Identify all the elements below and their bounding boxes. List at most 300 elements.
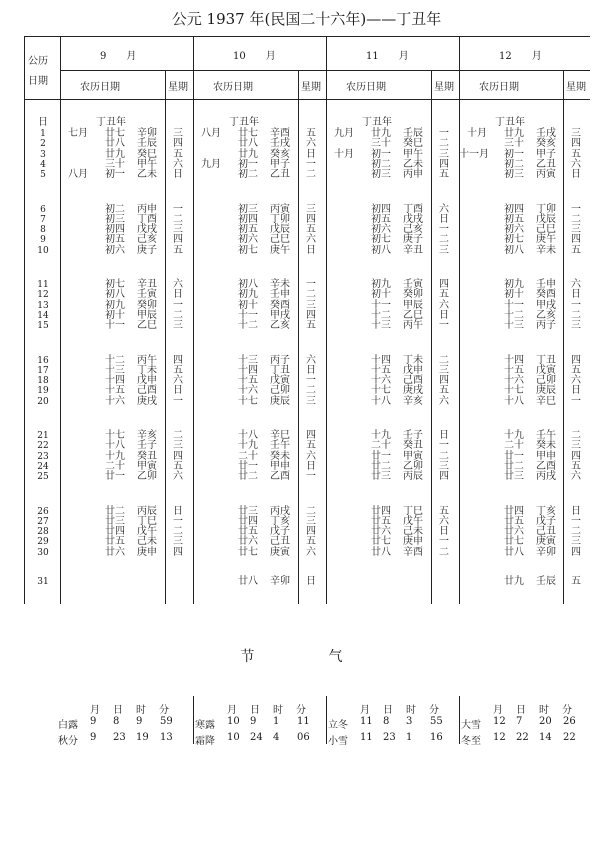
weekday: 日 — [439, 526, 449, 538]
ganzhi: 己巳 — [536, 224, 556, 236]
table-vline — [193, 36, 194, 604]
jieqi-day: 8 — [383, 716, 390, 727]
ganzhi: 庚子 — [403, 234, 423, 246]
ganzhi: 甲辰 — [403, 299, 423, 311]
ganzhi: 己巳 — [270, 234, 290, 246]
weekday: 四 — [306, 430, 316, 441]
ganzhi: 癸酉 — [270, 299, 290, 311]
ganzhi: 丁酉 — [403, 203, 423, 215]
table-vline — [60, 36, 61, 604]
ganzhi: 壬辰 — [137, 138, 157, 150]
table-vline — [326, 36, 327, 604]
ganzhi: 戊子 — [536, 515, 556, 527]
weekday: 六 — [439, 203, 449, 215]
day-number: 13 — [37, 300, 49, 311]
lunar-day: 廿二 — [504, 460, 524, 472]
lunar-day: 廿六 — [238, 536, 258, 548]
ganzhi: 壬子 — [137, 440, 157, 452]
lunar-day: 廿三 — [504, 471, 524, 483]
lunar-day: 廿三 — [238, 505, 258, 517]
weekday: 三 — [571, 224, 581, 236]
jieqi-month: 10 — [227, 732, 240, 743]
lunar-day: 廿一 — [238, 460, 258, 472]
gongli-label: 公历 — [28, 56, 48, 67]
ganzhi: 癸未 — [270, 450, 290, 462]
ganzhi: 丙辰 — [403, 471, 423, 483]
ganzhi: 癸丑 — [403, 440, 423, 452]
jieqi-col-header: 月 — [360, 705, 370, 716]
weekday: 四 — [306, 526, 316, 538]
table-vline — [24, 36, 25, 604]
jieqi-col-header: 月 — [493, 705, 503, 716]
lunar-day: 廿五 — [371, 515, 391, 527]
jieqi-title: 节 气 — [240, 649, 373, 665]
weekday: 六 — [571, 375, 581, 387]
jieqi-col-header: 分 — [562, 705, 572, 716]
ganzhi: 庚寅 — [270, 546, 290, 558]
day-number: 2 — [40, 139, 46, 150]
ganzhi: 辛卯 — [536, 546, 556, 558]
day-number: 12 — [37, 290, 49, 301]
lunar-day: 十三 — [105, 364, 125, 376]
lunar-month-label: 十月 — [334, 148, 354, 160]
ganzhi: 戊辰 — [270, 224, 290, 236]
day-number: 16 — [37, 355, 49, 366]
lunar-day: 十九 — [238, 440, 258, 452]
lunar-day: 三十 — [105, 158, 125, 170]
lunar-day: 初一 — [238, 158, 258, 170]
week-col-vline — [563, 70, 564, 604]
jieqi-minute: 16 — [430, 732, 443, 743]
lunar-day: 廿三 — [371, 471, 391, 483]
ganzhi: 壬寅 — [403, 279, 423, 290]
ganzhi: 庚午 — [536, 234, 556, 246]
weekday: 四 — [306, 309, 316, 321]
jieqi-hour: 9 — [136, 716, 143, 727]
weekday: 五 — [571, 148, 581, 160]
weekday: 三 — [571, 128, 581, 139]
weekday: 五 — [571, 460, 581, 472]
day-number: 29 — [37, 537, 49, 548]
xingqi-header: 星期 — [168, 82, 188, 93]
jieqi-hour: 20 — [539, 716, 552, 727]
lunar-day: 初五 — [504, 213, 524, 225]
week-col-vline — [165, 70, 166, 604]
day-number: 1 — [40, 129, 46, 139]
lunar-day: 十三 — [504, 320, 524, 332]
ganzhi: 辛丑 — [137, 279, 157, 290]
weekday: 五 — [306, 536, 316, 548]
weekday: 四 — [571, 138, 581, 150]
weekday: 三 — [306, 203, 316, 215]
nongli-header: 农历日期 — [479, 82, 519, 93]
weekday: 二 — [306, 169, 316, 181]
weekday: 一 — [571, 299, 581, 311]
weekday: 二 — [439, 450, 449, 462]
ganzhi: 己卯 — [270, 385, 290, 397]
lunar-day: 初九 — [504, 279, 524, 290]
jieqi-minute: 55 — [430, 716, 443, 727]
ganzhi: 丁丑 — [536, 354, 556, 366]
lunar-day: 廿四 — [105, 526, 125, 538]
weekday: 五 — [439, 169, 449, 181]
ganzhi: 辛酉 — [403, 546, 423, 558]
weekday: 二 — [173, 309, 183, 321]
lunar-day: 十七 — [105, 430, 125, 441]
ganzhi: 丙子 — [270, 354, 290, 366]
lunar-day: 十五 — [238, 375, 258, 387]
ganzhi: 辛卯 — [137, 128, 157, 139]
weekday: 日 — [173, 289, 183, 301]
lunar-day: 初二 — [238, 169, 258, 181]
weekday: 二 — [439, 354, 449, 366]
ganzhi: 丁卯 — [270, 213, 290, 225]
ganzhi: 辛巳 — [270, 430, 290, 441]
jieqi-month: 12 — [493, 716, 506, 727]
ganzhi: 壬午 — [270, 440, 290, 452]
weekday: 二 — [571, 309, 581, 321]
lunar-day: 初四 — [238, 213, 258, 225]
day-number: 19 — [37, 386, 49, 397]
weekday: 四 — [173, 546, 183, 558]
year-label: 丁丑年 — [96, 117, 126, 128]
weekday: 一 — [173, 299, 183, 311]
lunar-day: 廿四 — [238, 515, 258, 527]
ganzhi: 辛亥 — [403, 395, 423, 407]
lunar-day: 初七 — [105, 279, 125, 290]
lunar-day: 三十 — [371, 138, 391, 150]
ganzhi: 丁亥 — [536, 505, 556, 517]
weekday: 二 — [571, 430, 581, 441]
ganzhi: 辛未 — [536, 244, 556, 256]
table-top-rule — [24, 36, 590, 37]
ganzhi: 甲戌 — [536, 299, 556, 311]
ganzhi: 壬戌 — [270, 138, 290, 150]
lunar-day: 初六 — [238, 234, 258, 246]
year-label: 丁丑年 — [362, 117, 392, 128]
xingqi-header: 星期 — [566, 82, 586, 93]
weekday: 四 — [439, 158, 449, 170]
day-number: 21 — [37, 431, 49, 441]
weekday: 三 — [571, 440, 581, 452]
nongli-header: 农历日期 — [213, 82, 253, 93]
ganzhi: 壬申 — [536, 279, 556, 290]
jieqi-col-header: 日 — [383, 705, 393, 716]
weekday: 一 — [306, 375, 316, 387]
weekday: 二 — [306, 289, 316, 301]
ganzhi: 戊寅 — [536, 364, 556, 376]
lunar-day: 廿八 — [238, 138, 258, 150]
weekday: 四 — [439, 375, 449, 387]
day-col-label: 日 — [38, 117, 48, 128]
weekday: 一 — [306, 279, 316, 290]
jieqi-col-header: 月 — [90, 705, 100, 716]
header-mid-rule — [60, 70, 590, 71]
weekday: 一 — [571, 395, 581, 407]
day-number: 31 — [37, 577, 49, 587]
lunar-day: 初一 — [105, 169, 125, 181]
jieqi-name: 霜降 — [195, 736, 215, 747]
ganzhi: 癸亥 — [536, 138, 556, 150]
jieqi-minute: 22 — [563, 732, 576, 743]
lunar-day: 廿一 — [504, 450, 524, 462]
weekday: 三 — [439, 364, 449, 376]
jieqi-col-header: 分 — [296, 705, 306, 716]
lunar-day: 初十 — [504, 289, 524, 301]
lunar-day: 初二 — [504, 158, 524, 170]
weekday: 日 — [173, 505, 183, 517]
jieqi-name: 小雪 — [328, 736, 348, 747]
weekday: 五 — [306, 128, 316, 139]
jieqi-col-header: 分 — [159, 705, 169, 716]
weekday: 日 — [306, 576, 316, 587]
lunar-day: 十九 — [504, 430, 524, 441]
day-number: 9 — [40, 235, 46, 246]
day-number: 10 — [37, 245, 49, 256]
lunar-day: 十六 — [371, 375, 391, 387]
lunar-day: 初三 — [105, 213, 125, 225]
ganzhi: 丁酉 — [137, 213, 157, 225]
ganzhi: 戊戌 — [403, 213, 423, 225]
ganzhi: 己亥 — [403, 224, 423, 236]
lunar-day: 廿二 — [238, 471, 258, 483]
ganzhi: 庚申 — [137, 546, 157, 558]
ganzhi: 壬申 — [270, 289, 290, 301]
day-number: 22 — [37, 441, 49, 452]
ganzhi: 庚午 — [270, 244, 290, 256]
lunar-day: 廿一 — [371, 450, 391, 462]
lunar-day: 廿六 — [371, 526, 391, 538]
lunar-day: 十四 — [238, 364, 258, 376]
ganzhi: 乙酉 — [536, 460, 556, 472]
lunar-day: 初九 — [238, 289, 258, 301]
ganzhi: 壬辰 — [403, 128, 423, 139]
jieqi-vline — [459, 696, 460, 744]
day-number: 24 — [37, 461, 49, 472]
weekday: 六 — [439, 395, 449, 407]
table-vline — [459, 36, 460, 604]
jieqi-vline — [326, 696, 327, 744]
weekday: 三 — [173, 224, 183, 236]
lunar-day: 二十 — [371, 440, 391, 452]
lunar-day: 十四 — [504, 354, 524, 366]
ganzhi: 庚寅 — [536, 536, 556, 548]
lunar-day: 廿九 — [371, 128, 391, 139]
lunar-day: 十九 — [371, 430, 391, 441]
day-number: 15 — [37, 321, 49, 332]
ganzhi: 甲寅 — [137, 460, 157, 472]
ganzhi: 乙丑 — [536, 158, 556, 170]
lunar-day: 二十 — [105, 460, 125, 472]
jieqi-name: 白露 — [58, 720, 78, 731]
ganzhi: 乙卯 — [403, 460, 423, 472]
ganzhi: 己未 — [403, 526, 423, 538]
jieqi-day: 23 — [113, 732, 126, 743]
jieqi-col-header: 时 — [273, 705, 283, 716]
lunar-day: 廿五 — [105, 536, 125, 548]
weekday: 三 — [571, 536, 581, 548]
weekday: 三 — [439, 460, 449, 472]
week-col-vline — [298, 70, 299, 604]
day-number: 27 — [37, 516, 49, 527]
lunar-day: 十八 — [238, 430, 258, 441]
lunar-day: 廿七 — [504, 536, 524, 548]
lunar-day: 十四 — [371, 354, 391, 366]
ganzhi: 癸卯 — [403, 289, 423, 301]
jieqi-day: 22 — [516, 732, 529, 743]
weekday: 二 — [306, 505, 316, 517]
ganzhi: 己卯 — [536, 375, 556, 387]
jieqi-hour: 19 — [136, 732, 149, 743]
ganzhi: 壬戌 — [536, 128, 556, 139]
weekday: 六 — [173, 375, 183, 387]
weekday: 六 — [306, 546, 316, 558]
lunar-day: 十二 — [238, 320, 258, 332]
jieqi-col-header: 时 — [136, 705, 146, 716]
weekday: 五 — [306, 224, 316, 236]
ganzhi: 乙酉 — [270, 471, 290, 483]
ganzhi: 戊午 — [137, 526, 157, 538]
weekday: 四 — [173, 354, 183, 366]
jieqi-day: 23 — [383, 732, 396, 743]
jieqi-day: 7 — [516, 716, 523, 727]
lunar-day: 廿二 — [371, 460, 391, 472]
ganzhi: 癸巳 — [137, 148, 157, 160]
weekday: 日 — [571, 385, 581, 397]
lunar-day: 初六 — [105, 244, 125, 256]
lunar-day: 廿七 — [238, 546, 258, 558]
lunar-day: 十八 — [504, 395, 524, 407]
page-title: 公元 1937 年(民国二十六年)——丁丑年 — [171, 10, 442, 28]
weekday: 五 — [571, 244, 581, 256]
weekday: 六 — [306, 234, 316, 246]
ganzhi: 辛丑 — [403, 244, 423, 256]
jieqi-month: 10 — [227, 716, 240, 727]
lunar-day: 廿八 — [371, 546, 391, 558]
ganzhi: 己丑 — [536, 526, 556, 538]
weekday: 五 — [173, 244, 183, 256]
day-number: 17 — [37, 365, 49, 376]
ganzhi: 辛未 — [270, 279, 290, 290]
lunar-day: 初十 — [238, 299, 258, 311]
nongli-header: 农历日期 — [80, 82, 120, 93]
weekday: 五 — [173, 148, 183, 160]
lunar-day: 廿七 — [238, 128, 258, 139]
weekday: 日 — [306, 364, 316, 376]
day-number: 30 — [37, 547, 49, 558]
ganzhi: 辛酉 — [270, 128, 290, 139]
jieqi-hour: 1 — [406, 732, 413, 743]
ganzhi: 戊辰 — [536, 213, 556, 225]
lunar-day: 初一 — [371, 148, 391, 160]
ganzhi: 己未 — [137, 536, 157, 548]
day-number: 11 — [37, 280, 49, 290]
lunar-day: 初十 — [105, 309, 125, 321]
jieqi-name: 秋分 — [58, 736, 78, 747]
weekday: 三 — [439, 148, 449, 160]
lunar-day: 廿七 — [371, 536, 391, 548]
lunar-day: 廿三 — [105, 515, 125, 527]
jieqi-month: 9 — [90, 716, 97, 727]
ganzhi: 丙午 — [137, 354, 157, 366]
weekday: 四 — [571, 546, 581, 558]
weekday: 四 — [439, 471, 449, 483]
ganzhi: 丙戌 — [270, 505, 290, 517]
jieqi-month: 11 — [360, 716, 373, 727]
weekday: 三 — [571, 320, 581, 332]
lunar-day: 初七 — [371, 234, 391, 246]
lunar-day: 初三 — [371, 169, 391, 181]
weekday: 日 — [439, 213, 449, 225]
weekday: 四 — [306, 213, 316, 225]
weekday: 三 — [173, 440, 183, 452]
jieqi-hour: 14 — [539, 732, 552, 743]
lunar-day: 十六 — [504, 375, 524, 387]
weekday: 六 — [439, 299, 449, 311]
ganzhi: 癸丑 — [137, 450, 157, 462]
ganzhi: 戊寅 — [270, 375, 290, 387]
ganzhi: 乙未 — [403, 158, 423, 170]
lunar-day: 十一 — [371, 299, 391, 311]
jieqi-hour: 4 — [273, 732, 280, 743]
lunar-day: 二十 — [504, 440, 524, 452]
weekday: 五 — [173, 364, 183, 376]
ganzhi: 己酉 — [137, 385, 157, 397]
weekday: 一 — [571, 515, 581, 527]
ganzhi: 丁巳 — [137, 515, 157, 527]
ganzhi: 庚辰 — [536, 385, 556, 397]
day-number: 4 — [40, 159, 46, 170]
lunar-month-label: 八月 — [68, 169, 88, 181]
lunar-day: 三十 — [504, 138, 524, 150]
weekday: 六 — [306, 138, 316, 150]
weekday: 四 — [571, 354, 581, 366]
ganzhi: 丙申 — [137, 203, 157, 215]
ganzhi: 壬辰 — [536, 576, 556, 587]
weekday: 日 — [439, 309, 449, 321]
weekday: 六 — [571, 158, 581, 170]
ganzhi: 丁未 — [403, 354, 423, 366]
weekday: 一 — [439, 536, 449, 548]
weekday: 日 — [173, 169, 183, 181]
ganzhi: 戊午 — [403, 515, 423, 527]
lunar-day: 廿八 — [238, 576, 258, 587]
ganzhi: 丙戌 — [536, 471, 556, 483]
lunar-day: 十五 — [504, 364, 524, 376]
ganzhi: 壬午 — [536, 430, 556, 441]
lunar-day: 初九 — [105, 299, 125, 311]
jieqi-day: 8 — [113, 716, 120, 727]
lunar-day: 廿八 — [504, 546, 524, 558]
ganzhi: 乙巳 — [137, 320, 157, 332]
lunar-day: 十六 — [238, 385, 258, 397]
weekday: 三 — [439, 244, 449, 256]
day-number: 25 — [37, 472, 49, 483]
weekday: 一 — [439, 320, 449, 332]
lunar-day: 十一 — [504, 299, 524, 311]
lunar-day: 初七 — [238, 244, 258, 256]
lunar-day: 初六 — [371, 224, 391, 236]
weekday: 三 — [306, 395, 316, 407]
jieqi-minute: 06 — [297, 732, 310, 743]
day-number: 18 — [37, 376, 49, 387]
weekday: 日 — [439, 430, 449, 441]
lunar-day: 初八 — [371, 244, 391, 256]
lunar-month-label: 十月 — [467, 128, 487, 139]
lunar-day: 初八 — [238, 279, 258, 290]
jieqi-col-header: 月 — [227, 705, 237, 716]
lunar-day: 廿六 — [504, 526, 524, 538]
